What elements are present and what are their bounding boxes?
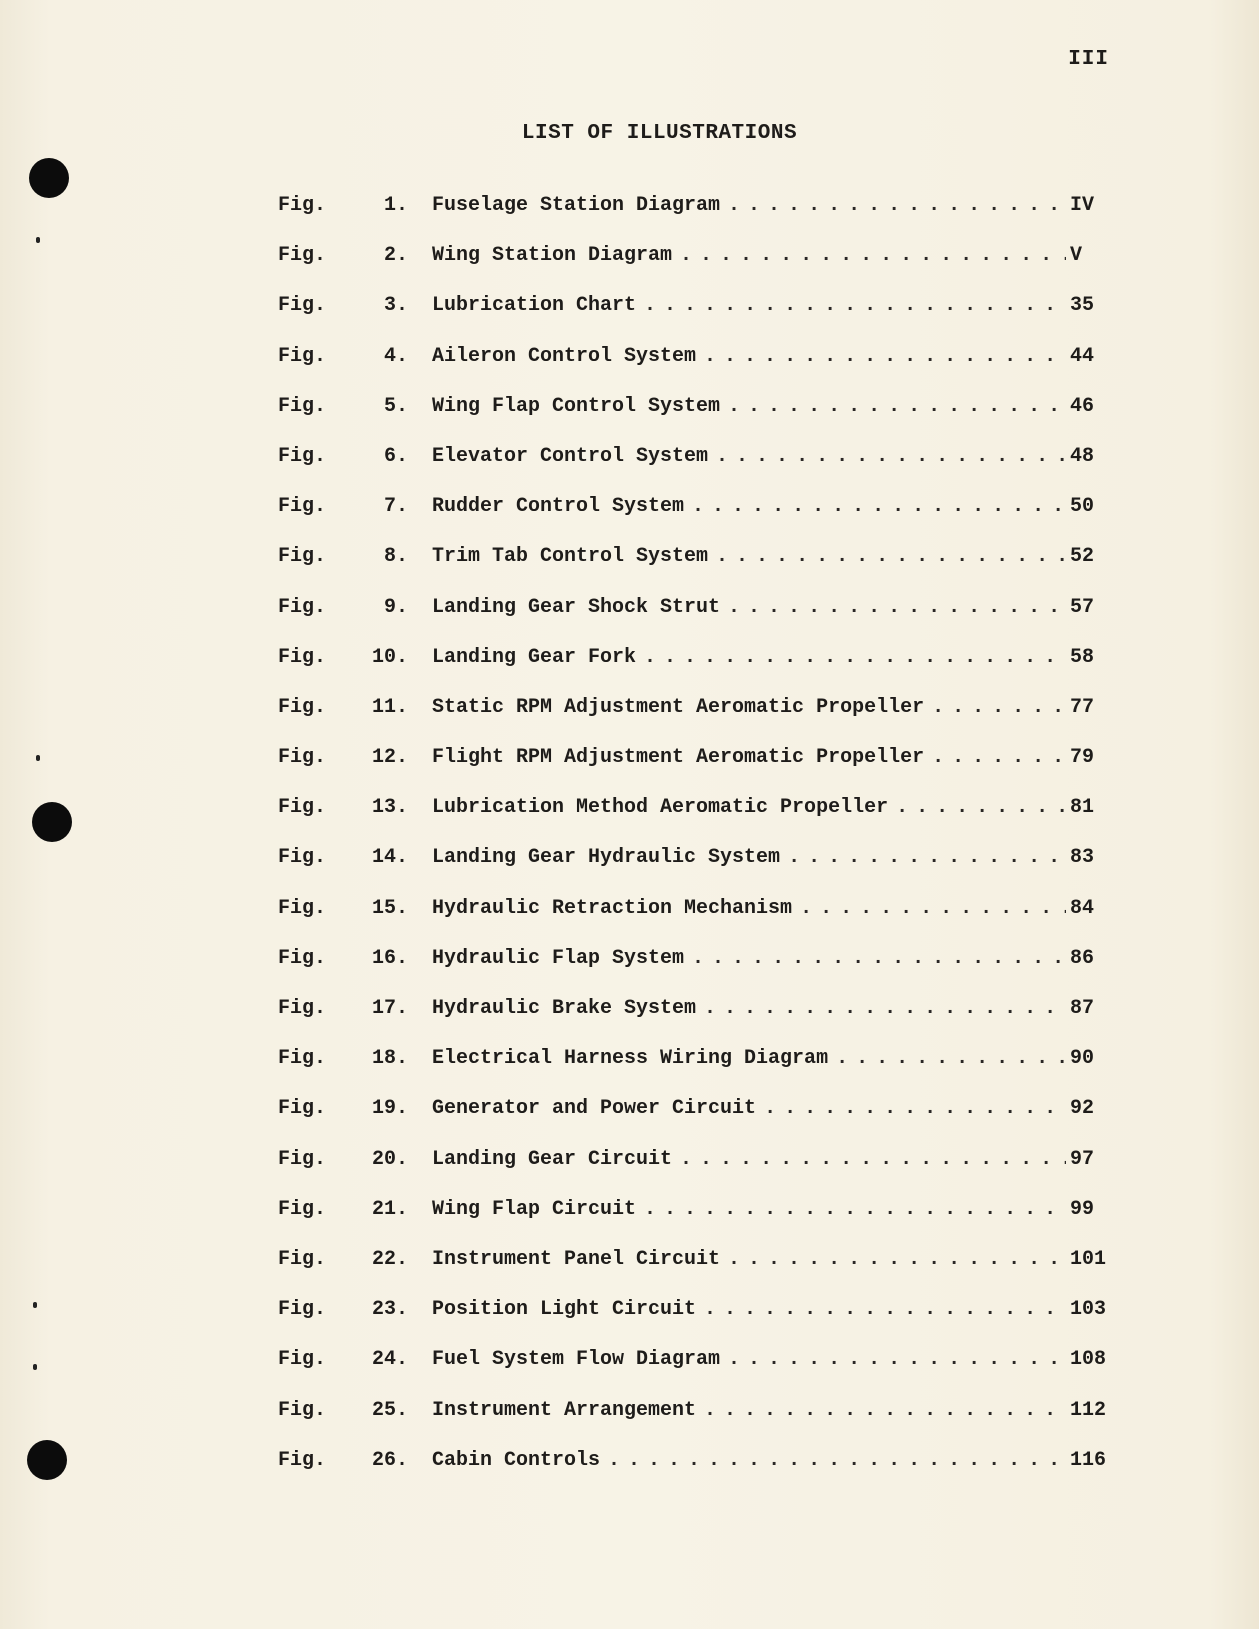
list-item (278, 646, 1108, 696)
figure-title: Fuselage Station Diagram (432, 194, 721, 217)
figure-prefix: Fig. (278, 896, 327, 920)
figure-prefix: Fig. (278, 1097, 327, 1121)
figure-title: Hydraulic Brake System (432, 997, 697, 1020)
figure-number: 5. (383, 394, 408, 418)
figure-title: Trim Tab Control System (432, 545, 709, 569)
dot-leader (704, 997, 1066, 1020)
dot-leader (704, 1298, 1066, 1321)
figure-number: 15. (371, 896, 408, 920)
list-item (278, 1148, 1108, 1198)
figure-prefix: Fig. (278, 294, 327, 318)
list-item (278, 997, 1108, 1047)
list-item (278, 445, 1108, 495)
figure-title: Flight RPM Adjustment Aeromatic Propeller (432, 746, 925, 770)
page-reference: V (1070, 244, 1083, 268)
dot-leader (608, 1449, 1066, 1472)
dot-leader (764, 1097, 1066, 1120)
dot-leader (728, 395, 1066, 418)
dot-leader (704, 1399, 1066, 1422)
page-reference: IV (1070, 194, 1095, 217)
list-item (278, 947, 1108, 997)
dot-leader (932, 746, 1066, 769)
figure-prefix: Fig. (278, 1247, 327, 1271)
list-item (278, 495, 1108, 545)
list-item (278, 796, 1108, 846)
dot-leader (704, 345, 1066, 368)
figure-prefix: Fig. (278, 946, 327, 970)
page-reference: 81 (1070, 796, 1095, 820)
list-item (278, 696, 1108, 746)
figure-number: 8. (383, 545, 408, 569)
figure-title: Static RPM Adjustment Aeromatic Propeller (432, 695, 925, 719)
figure-number: 19. (371, 1097, 408, 1121)
list-item (278, 194, 1108, 244)
page-reference: 58 (1070, 645, 1095, 669)
page-reference: 48 (1070, 444, 1095, 468)
figure-number: 10. (371, 645, 408, 669)
page-reference: 87 (1070, 997, 1095, 1020)
figure-title: Landing Gear Shock Strut (432, 595, 721, 619)
figure-prefix: Fig. (278, 344, 327, 368)
dot-leader (836, 1047, 1066, 1070)
figure-number: 6. (383, 444, 408, 468)
figure-prefix: Fig. (278, 1348, 327, 1372)
figure-prefix: Fig. (278, 244, 327, 268)
list-item (278, 1047, 1108, 1097)
figure-number: 23. (371, 1298, 408, 1322)
figure-prefix: Fig. (278, 1047, 327, 1071)
figure-number: 25. (371, 1398, 408, 1422)
list-item (278, 545, 1108, 595)
figure-number: 1. (383, 194, 408, 217)
figure-title: Hydraulic Retraction Mechanism (432, 896, 793, 920)
figure-title: Landing Gear Circuit (432, 1147, 673, 1171)
page-reference: 103 (1070, 1298, 1107, 1322)
figure-number: 20. (371, 1147, 408, 1171)
page-reference: 79 (1070, 746, 1095, 770)
dot-leader (644, 1198, 1066, 1221)
punch-hole-top (29, 158, 69, 198)
page-reference: 92 (1070, 1097, 1095, 1121)
figure-title: Rudder Control System (432, 495, 685, 519)
list-item (278, 395, 1108, 445)
list-item (278, 345, 1108, 395)
figure-prefix: Fig. (278, 1398, 327, 1422)
page-reference: 52 (1070, 545, 1095, 569)
dot-leader (788, 846, 1066, 869)
list-item (278, 746, 1108, 796)
page-reference: 57 (1070, 595, 1095, 619)
figure-title: Hydraulic Flap System (432, 946, 685, 970)
figure-prefix: Fig. (278, 796, 327, 820)
figure-prefix: Fig. (278, 194, 327, 217)
figure-number: 2. (383, 244, 408, 268)
paper-speck (33, 1364, 37, 1370)
page-reference: 86 (1070, 946, 1095, 970)
page-reference: 108 (1070, 1348, 1107, 1372)
figure-title: Lubrication Method Aeromatic Propeller (432, 796, 889, 820)
figure-title: Wing Station Diagram (432, 244, 673, 268)
figure-prefix: Fig. (278, 394, 327, 418)
figure-title: Position Light Circuit (432, 1298, 697, 1322)
figure-number: 18. (371, 1047, 408, 1071)
page-reference: 99 (1070, 1197, 1095, 1221)
figure-number: 21. (371, 1197, 408, 1221)
dot-leader (800, 897, 1066, 920)
punch-hole-middle (32, 802, 72, 842)
list-item (278, 244, 1108, 294)
figure-prefix: Fig. (278, 846, 327, 870)
paper-speck (36, 237, 40, 243)
dot-leader (644, 294, 1066, 317)
figure-prefix: Fig. (278, 1298, 327, 1322)
list-item (278, 1248, 1108, 1298)
dot-leader (728, 1248, 1066, 1271)
figure-prefix: Fig. (278, 444, 327, 468)
figure-title: Wing Flap Control System (432, 394, 721, 418)
dot-leader (716, 445, 1066, 468)
paper-speck (36, 755, 40, 761)
page-reference: 83 (1070, 846, 1095, 870)
page-reference: 77 (1070, 695, 1095, 719)
figure-number: 22. (371, 1247, 408, 1271)
figure-prefix: Fig. (278, 495, 327, 519)
figure-title: Electrical Harness Wiring Diagram (432, 1047, 829, 1071)
dot-leader (680, 244, 1066, 267)
figure-number: 14. (371, 846, 408, 870)
list-item (278, 294, 1108, 344)
page-reference: 84 (1070, 896, 1095, 920)
list-item (278, 1298, 1108, 1348)
list-item (278, 1198, 1108, 1248)
dot-leader (644, 646, 1066, 669)
figure-title: Elevator Control System (432, 444, 709, 468)
dot-leader (680, 1148, 1066, 1171)
figure-number: 26. (371, 1448, 408, 1472)
dot-leader (728, 194, 1066, 217)
figure-prefix: Fig. (278, 695, 327, 719)
dot-leader (932, 696, 1066, 719)
figure-prefix: Fig. (278, 1197, 327, 1221)
list-item (278, 897, 1108, 947)
figure-prefix: Fig. (278, 1147, 327, 1171)
figure-title: Wing Flap Circuit (432, 1197, 637, 1221)
figure-number: 24. (371, 1348, 408, 1372)
list-item (278, 1399, 1108, 1449)
page-reference: 46 (1070, 394, 1095, 418)
figure-title: Instrument Arrangement (432, 1398, 697, 1422)
page-title: LIST OF ILLUSTRATIONS (521, 122, 798, 145)
figure-number: 12. (371, 746, 408, 770)
dot-leader (692, 947, 1066, 970)
list-item (278, 1097, 1108, 1147)
page-reference: 112 (1070, 1398, 1107, 1422)
figure-prefix: Fig. (278, 545, 327, 569)
dot-leader (896, 796, 1066, 819)
page-reference: 90 (1070, 1047, 1095, 1071)
list-item (278, 1449, 1108, 1499)
page-reference: 97 (1070, 1147, 1095, 1171)
page-reference: 116 (1070, 1448, 1107, 1472)
figure-title: Lubrication Chart (432, 294, 637, 318)
figure-title: Fuel System Flow Diagram (432, 1348, 721, 1372)
list-item (278, 1348, 1108, 1398)
page-reference: 50 (1070, 495, 1095, 519)
figure-number: 7. (383, 495, 408, 519)
list-item (278, 846, 1108, 896)
figure-title: Instrument Panel Circuit (432, 1247, 721, 1271)
figure-prefix: Fig. (278, 997, 327, 1020)
figure-number: 3. (383, 294, 408, 318)
page-reference: 101 (1070, 1247, 1107, 1271)
figure-title: Generator and Power Circuit (432, 1097, 757, 1121)
dot-leader (728, 596, 1066, 619)
figure-title: Landing Gear Hydraulic System (432, 846, 781, 870)
figure-title: Cabin Controls (432, 1448, 601, 1472)
page-reference: 35 (1070, 294, 1095, 318)
figure-prefix: Fig. (278, 645, 327, 669)
dot-leader (692, 495, 1066, 518)
figure-title: Aileron Control System (432, 344, 697, 368)
figure-number: 9. (383, 595, 408, 619)
punch-hole-bottom (27, 1440, 67, 1480)
figure-number: 13. (371, 796, 408, 820)
page-number: III (1068, 48, 1109, 71)
dot-leader (728, 1348, 1066, 1371)
paper-speck (33, 1302, 37, 1308)
figure-number: 16. (371, 946, 408, 970)
figure-number: 17. (371, 997, 408, 1020)
figure-number: 11. (371, 695, 408, 719)
dot-leader (716, 545, 1066, 568)
figure-prefix: Fig. (278, 746, 327, 770)
figure-number: 4. (383, 344, 408, 368)
figure-prefix: Fig. (278, 1448, 327, 1472)
figure-title: Landing Gear Fork (432, 645, 637, 669)
figure-prefix: Fig. (278, 595, 327, 619)
list-item (278, 596, 1108, 646)
illustrations-list (278, 194, 1108, 1499)
page-reference: 44 (1070, 344, 1095, 368)
